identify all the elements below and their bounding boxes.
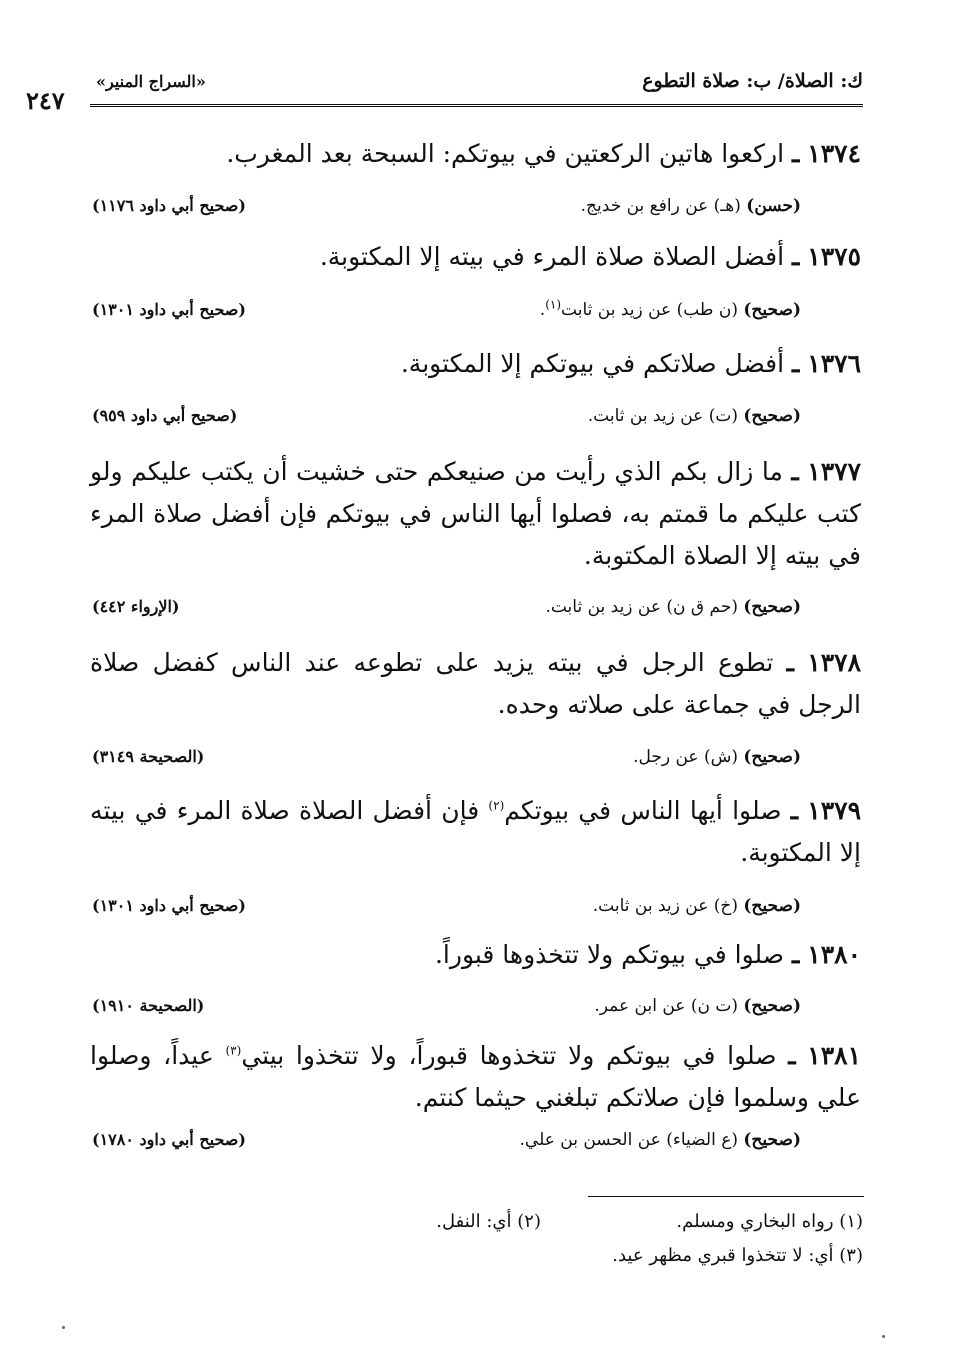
hadith-source — [588, 406, 801, 426]
footnote-marker: (١) — [545, 297, 562, 312]
hadith-citation: (صحيح أبي داود ١٣٠١) — [92, 896, 246, 915]
hadith-entry — [90, 1035, 861, 1119]
hadith-reference — [92, 597, 801, 625]
source-text: (ن طب) عن زيد بن ثابت — [561, 300, 738, 320]
footnote-text: رواه البخاري ومسلم. — [676, 1211, 834, 1232]
hadith-text: ما زال بكم الذي رأيت من صنيعكم حتى خشيت أن يكتب عليكم ولو كتب عليكم ما قمتم به، فصلوا أيها الناس في بيوتكم فإن أفضل صلاة المرء في بيته إلا الصلاة المكتوبة. — [90, 457, 861, 570]
hadith-entry — [90, 790, 861, 874]
chapter-title: ك: الصلاة/ ب: صلاة التطوع — [642, 70, 863, 92]
hadith-number: ١٣٧٦ — [807, 349, 861, 378]
hadith-citation: (الإرواء ٤٤٢) — [92, 597, 180, 616]
footnote-number: (٢) — [517, 1211, 541, 1232]
scan-speck — [882, 1335, 885, 1338]
hadith-grade: (صحيح) — [743, 1130, 801, 1150]
hadith-source — [593, 896, 801, 916]
hadith-separator: ـ — [788, 1041, 796, 1070]
hadith-reference — [92, 896, 801, 924]
hadith-source — [539, 297, 801, 320]
hadith-entry — [90, 343, 861, 385]
hadith-entry — [90, 451, 861, 577]
source-text: (ت ن) عن ابن عمر. — [594, 996, 738, 1016]
hadith-text: تطوع الرجل في بيته يزيد على تطوعه عند الناس كفضل صلاة الرجل في جماعة على صلاته وحده. — [90, 648, 861, 719]
source-text: (ت) عن زيد بن ثابت. — [587, 406, 738, 426]
hadith-reference — [92, 996, 801, 1024]
hadith-source — [581, 196, 801, 216]
page-number: ٢٤٧ — [26, 86, 65, 115]
hadith-citation: (صحيح أبي داود ١٣٠١) — [92, 300, 246, 319]
footnote-item — [676, 1211, 863, 1232]
hadith-text: اركعوا هاتين الركعتين في بيوتكم: السبحة بعد المغرب. — [226, 139, 785, 168]
hadith-grade: (صحيح) — [743, 597, 801, 617]
scan-speck — [62, 1326, 65, 1329]
hadith-number: ١٣٧٧ — [807, 457, 862, 486]
footnote-text: أي: لا تتخذوا قبري مظهر عيد. — [612, 1245, 834, 1266]
hadith-text-continued: عيداً، وصلوا علي وسلموا فإن صلاتكم تبلغني حيثما كنتم. — [90, 1041, 861, 1112]
hadith-citation: (الصحيحة ٣١٤٩) — [92, 747, 205, 766]
hadith-text: أفضل صلاتكم في بيوتكم إلا المكتوبة. — [400, 349, 785, 378]
running-header — [92, 70, 863, 104]
footnote-marker: (٢) — [488, 798, 505, 813]
hadith-entry — [90, 133, 861, 175]
hadith-separator: ـ — [792, 242, 800, 271]
hadith-grade: (صحيح) — [743, 300, 801, 320]
footnote-number: (٣) — [839, 1245, 863, 1266]
hadith-reference — [92, 1130, 801, 1158]
source-end: . — [539, 300, 546, 320]
hadith-source — [545, 597, 801, 617]
hadith-grade: (صحيح) — [743, 896, 801, 916]
hadith-number: ١٣٧٥ — [807, 242, 861, 271]
hadith-source — [520, 1130, 801, 1150]
hadith-reference — [92, 406, 801, 434]
hadith-entry — [90, 236, 861, 278]
footnote-text: أي: النفل. — [436, 1211, 512, 1232]
hadith-citation: (الصحيحة ١٩١٠) — [92, 996, 205, 1015]
footnote-item — [436, 1211, 541, 1232]
hadith-reference — [92, 297, 801, 328]
footnote-marker: (٣) — [225, 1043, 242, 1058]
hadith-reference — [92, 747, 801, 775]
hadith-separator: ـ — [792, 349, 800, 378]
hadith-entry — [90, 642, 861, 726]
footnote-number: (١) — [839, 1211, 863, 1232]
hadith-grade: (صحيح) — [743, 996, 801, 1016]
hadith-text: صلوا أيها الناس في بيوتكم — [504, 796, 782, 825]
hadith-source — [633, 747, 801, 767]
hadith-separator: ـ — [792, 139, 800, 168]
hadith-number: ١٣٨٠ — [807, 940, 861, 969]
hadith-separator: ـ — [786, 648, 794, 677]
hadith-text: أفضل الصلاة صلاة المرء في بيته إلا المكتوبة. — [319, 242, 785, 271]
header-rule — [90, 104, 863, 107]
hadith-text: صلوا في بيوتكم ولا تتخذوها قبوراً، ولا تتخذوا بيتي — [241, 1041, 777, 1070]
hadith-number: ١٣٧٨ — [807, 648, 861, 677]
hadith-grade: (حسن) — [746, 196, 801, 216]
footnote-rule — [588, 1196, 864, 1197]
footnote-item — [612, 1245, 863, 1266]
hadith-separator: ـ — [792, 940, 800, 969]
hadith-reference — [92, 196, 801, 224]
source-text: (هـ) عن رافع بن خديج. — [580, 196, 741, 216]
hadith-citation: (صحيح أبي داود ١٧٨٠) — [92, 1130, 246, 1149]
hadith-number: ١٣٧٤ — [807, 139, 861, 168]
source-text: (حم ق ن) عن زيد بن ثابت. — [545, 597, 738, 617]
hadith-citation: (صحيح أبي داود ١١٧٦) — [92, 196, 246, 215]
hadith-separator: ـ — [791, 457, 799, 486]
hadith-citation: (صحيح أبي داود ٩٥٩) — [92, 406, 238, 425]
hadith-separator: ـ — [790, 796, 799, 825]
hadith-number: ١٣٧٩ — [807, 796, 862, 825]
hadith-entry — [90, 934, 861, 976]
hadith-text: صلوا في بيوتكم ولا تتخذوها قبوراً. — [434, 940, 785, 969]
source-text: (ع الضياء) عن الحسن بن علي. — [519, 1130, 738, 1150]
source-text: (خ) عن زيد بن ثابت. — [592, 896, 738, 916]
hadith-source — [594, 996, 801, 1016]
hadith-text-continued: فإن أفضل الصلاة صلاة المرء في بيته إلا المكتوبة. — [90, 796, 861, 867]
hadith-grade: (صحيح) — [743, 747, 801, 767]
hadith-number: ١٣٨١ — [807, 1041, 862, 1070]
hadith-grade: (صحيح) — [743, 406, 801, 426]
book-title: «السراج المنير» — [96, 72, 206, 91]
source-text: (ش) عن رجل. — [633, 747, 738, 767]
